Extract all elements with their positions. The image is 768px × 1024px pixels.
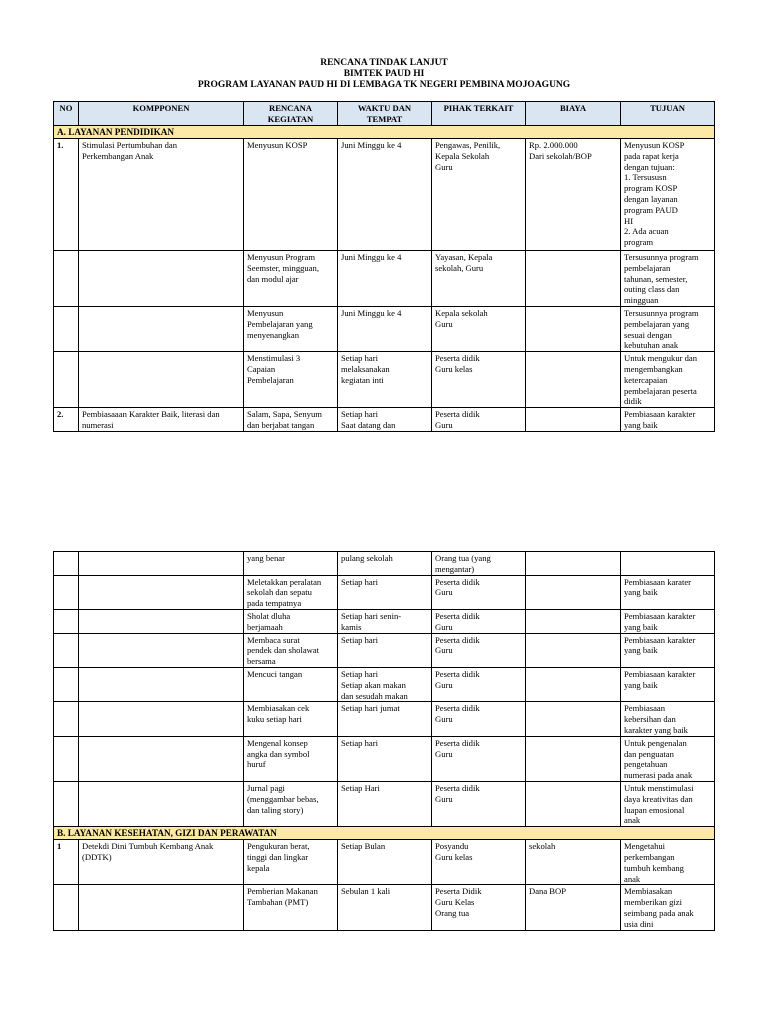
doc-title-line2: BIMTEK PAUD HI [343,69,425,79]
cell-pihak: Peserta didik Guru [432,781,526,826]
cell-no [54,251,79,307]
cell-komponen [79,885,244,931]
cell-komponen [79,633,244,667]
cell-rencana: yang benar [244,552,338,576]
table-row [54,633,715,667]
header-waktu: WAKTU DAN TEMPAT [338,102,432,126]
cell-komponen [79,352,244,408]
cell-rencana: Mengenal konsep angka dan symbol huruf [244,736,338,781]
cell-waktu: Setiap Hari [338,781,432,826]
table-row [54,781,715,826]
header-biaya: BIAYA [526,102,621,126]
cell-pihak: Posyandu Guru kelas [432,840,526,885]
cell-no [54,352,79,408]
table-row [54,885,715,931]
table-row [54,840,715,885]
cell-biaya [526,352,621,408]
cell-komponen [79,781,244,826]
cell-biaya: Dana BOP [526,885,621,931]
cell-biaya [526,575,621,609]
cell-komponen: Pembiasaaan Karakter Baik, literasi dan numerasi [79,408,244,432]
cell-komponen: Stimulasi Pertumbuhan dan Perkembangan Anak [79,139,244,251]
cell-pihak: Peserta didik Guru [432,609,526,633]
cell-komponen [79,609,244,633]
table-row [54,352,715,408]
header-komponen: KOMPPONEN [79,102,244,126]
cell-pihak: Peserta didik Guru [432,736,526,781]
cell-biaya: Rp. 2.000.000 Dari sekolah/BOP [526,139,621,251]
cell-no [54,885,79,931]
cell-komponen [79,307,244,352]
cell-rencana: Menyusun KOSP [244,139,338,251]
cell-pihak: Peserta didik Guru kelas [432,352,526,408]
cell-waktu: Sebulan 1 kali [338,885,432,931]
cell-pihak: Pengawas, Penilik, Kepala Sekolah Guru [432,139,526,251]
table-row [54,575,715,609]
table-row [54,251,715,307]
cell-komponen [79,667,244,701]
cell-tujuan: Menyusun KOSP pada rapat kerja dengan tujuan: 1. Tersususn program KOSP dengan layanan program PAUD HI 2. Ada acuan program [621,139,715,251]
cell-rencana: Menstimulasi 3 Capaian Pembelajaran [244,352,338,408]
cell-rencana: Sholat dluha berjamaah [244,609,338,633]
cell-rencana: Pemberian Makanan Tambahan (PMT) [244,885,338,931]
cell-tujuan: Membiasakan memberikan gizi seimbang pada anak usia dini [621,885,715,931]
cell-waktu: Setiap hari [338,633,432,667]
table-row [54,667,715,701]
cell-pihak: Peserta didik Guru [432,633,526,667]
cell-pihak: Peserta didik Guru [432,667,526,701]
cell-rencana: Membaca surat pendek dan sholawat bersama [244,633,338,667]
cell-tujuan: Tersusunnya program pembelajaran tahunan, semester, outing class dan mingguan [621,251,715,307]
cell-no: 2. [54,408,79,432]
cell-tujuan: Pembiasaan kebersihan dan karakter yang baik [621,702,715,736]
cell-waktu: Setiap hari [338,575,432,609]
cell-tujuan [621,552,715,576]
section-row [54,126,715,139]
cell-komponen [79,251,244,307]
cell-no [54,702,79,736]
cell-rencana: Menyusun Pembelajaran yang menyenangkan [244,307,338,352]
cell-biaya [526,609,621,633]
cell-komponen [79,736,244,781]
cell-no [54,552,79,576]
cell-tujuan: Mengetahui perkembangan tumbuh kembang anak [621,840,715,885]
cell-waktu: Setiap hari Saat datang dan [338,408,432,432]
cell-waktu: Setiap hari melaksanakan kegiatan inti [338,352,432,408]
cell-waktu: Juni Minggu ke 4 [338,307,432,352]
cell-tujuan: Untuk pengenalan dan penguatan pengetahuan numerasi pada anak [621,736,715,781]
cell-waktu: Setiap Bulan [338,840,432,885]
rtl-table-page1 [53,101,715,432]
cell-tujuan: Tersusunnya program pembelajaran yang sesuai dengan kebutuhan anak [621,307,715,352]
cell-tujuan: Untuk menstimulasi daya kreativitas dan luapan emosional anak [621,781,715,826]
doc-title-line3: PROGRAM LAYANAN PAUD HI DI LEMBAGA TK NEGERI PEMBINA MOJOAGUNG [197,80,571,90]
cell-no [54,609,79,633]
cell-biaya [526,251,621,307]
cell-no [54,667,79,701]
cell-biaya [526,552,621,576]
rtl-table-page2 [53,551,715,931]
header-no: NO [54,102,79,126]
section-title: B. LAYANAN KESEHATAN, GIZI DAN PERAWATAN [54,827,715,840]
cell-no [54,307,79,352]
cell-waktu: Setiap hari jumat [338,702,432,736]
table-row [54,702,715,736]
cell-no [54,575,79,609]
section-title: A. LAYANAN PENDIDIKAN [54,126,715,139]
doc-title-line1: RENCANA TINDAK LANJUT [320,58,448,68]
cell-rencana: Meletakkan peralatan sekolah dan sepatu pada tempatnya [244,575,338,609]
cell-pihak: Orang tua (yang mengantar) [432,552,526,576]
cell-pihak: Peserta didik Guru [432,575,526,609]
header-tujuan: TUJUAN [621,102,715,126]
cell-tujuan: Pembiasaan karakter yang baik [621,667,715,701]
cell-no [54,633,79,667]
cell-biaya: sekolah [526,840,621,885]
cell-tujuan: Pembiasaan karater yang baik [621,575,715,609]
cell-rencana: Salam, Sapa, Senyum dan berjabat tangan [244,408,338,432]
cell-rencana: Menyusun Program Seemster, mingguan, dan modul ajar [244,251,338,307]
cell-biaya [526,408,621,432]
cell-biaya [526,667,621,701]
cell-pihak: Peserta didik Guru [432,702,526,736]
cell-waktu: Setiap hari senin- kamis [338,609,432,633]
cell-pihak: Kepala sekolah Guru [432,307,526,352]
cell-komponen: Detekdi Dini Tumbuh Kembang Anak (DDTK) [79,840,244,885]
cell-tujuan: Pembiasaan karakter yang baik [621,408,715,432]
cell-waktu: Setiap hari Setiap akan makan dan sesudah makan [338,667,432,701]
cell-biaya [526,781,621,826]
cell-waktu: Juni Minggu ke 4 [338,251,432,307]
cell-biaya [526,633,621,667]
table-row [54,609,715,633]
cell-rencana: Pengukuran berat, tinggi dan lingkar kepala [244,840,338,885]
cell-rencana: Mencuci tangan [244,667,338,701]
cell-komponen [79,575,244,609]
cell-rencana: Membiasakan cek kuku setiap hari [244,702,338,736]
table-row [54,736,715,781]
table-row [54,139,715,251]
table-row [54,307,715,352]
table-header-row [54,102,715,126]
cell-waktu: Juni Minggu ke 4 [338,139,432,251]
cell-komponen [79,702,244,736]
cell-biaya [526,736,621,781]
cell-no: 1 [54,840,79,885]
cell-pihak: Peserta didik Guru [432,408,526,432]
header-rencana: RENCANA KEGIATAN [244,102,338,126]
header-pihak: PIHAK TERKAIT [432,102,526,126]
cell-tujuan: Pembiasaan karakter yang baik [621,633,715,667]
cell-waktu: Setiap hari [338,736,432,781]
cell-rencana: Jurnal pagi (menggambar bebas, dan taling story) [244,781,338,826]
section-row [54,827,715,840]
cell-pihak: Yayasan, Kepala sekolah, Guru [432,251,526,307]
cell-pihak: Peserta Didik Guru Kelas Orang tua [432,885,526,931]
cell-no: 1. [54,139,79,251]
cell-waktu: pulang sekolah [338,552,432,576]
table-row [54,552,715,576]
cell-komponen [79,552,244,576]
cell-no [54,736,79,781]
cell-biaya [526,702,621,736]
cell-tujuan: Pembiasaan karakter yang baik [621,609,715,633]
cell-no [54,781,79,826]
table-row [54,408,715,432]
cell-biaya [526,307,621,352]
cell-tujuan: Untuk mengukur dan mengembangkan ketercapaian pembelajaran peserta didik [621,352,715,408]
